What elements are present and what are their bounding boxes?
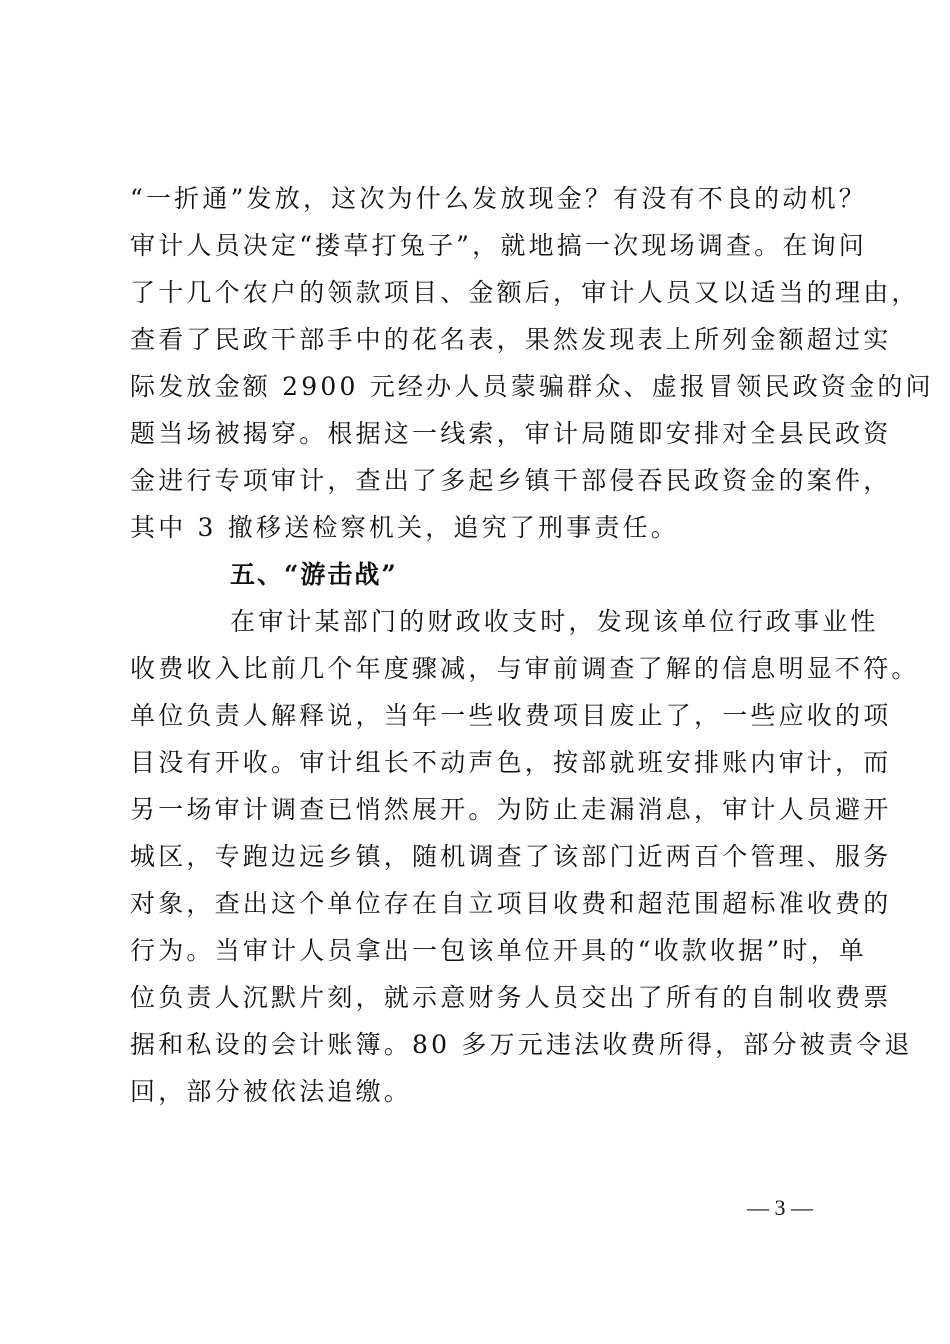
text-line: “一折通”发放，这次为什么发放现金？有没有不良的动机？	[130, 184, 867, 213]
text-line: 城区，专跑边远乡镇，随机调查了该部门近两百个管理、服务	[130, 842, 892, 871]
document-body	[130, 175, 934, 1115]
section-heading: 五、“游击战”	[230, 560, 398, 589]
text-line: 题当场被揭穿。根据这一线索，审计局随即安排对全县民政资	[130, 419, 892, 448]
text-line: 金进行专项审计，查出了多起乡镇干部侵吞民政资金的案件，	[130, 466, 892, 495]
text-line: 目没有开收。审计组长不动声色，按部就班安排账内审计，而	[130, 748, 892, 777]
text-line: 位负责人沉默片刻，就示意财务人员交出了所有的自制收费票	[130, 983, 892, 1012]
text-line: 查看了民政干部手中的花名表，果然发现表上所列金额超过实	[130, 325, 892, 354]
text-line: 另一场审计调查已悄然展开。为防止走漏消息，审计人员避开	[130, 795, 892, 824]
text-line: 其中 3 撤移送检察机关，追究了刑事责任。	[130, 513, 680, 542]
text-line: 在审计某部门的财政收支时，发现该单位行政事业性	[230, 607, 879, 636]
text-line: 单位负责人解释说，当年一些收费项目废止了，一些应收的项	[130, 701, 892, 730]
text-line: 回，部分被依法追缴。	[130, 1077, 413, 1106]
text-line: 际发放金额 2900 元经办人员蒙骗群众、虚报冒领民政资金的问	[130, 372, 934, 401]
text-line: 行为。当审计人员拿出一包该单位开具的“收款收据”时，单	[130, 936, 867, 965]
page-number: — 3 —	[747, 1195, 813, 1220]
text-line: 了十几个农户的领款项目、金额后，审计人员又以适当的理由，	[130, 278, 920, 307]
text-line: 审计人员决定“搂草打兔子”，就地搞一次现场调查。在询问	[130, 231, 867, 260]
text-line: 收费收入比前几个年度骤减，与审前调查了解的信息明显不符。	[130, 654, 920, 683]
text-line: 对象，查出这个单位存在自立项目收费和超范围超标准收费的	[130, 889, 892, 918]
text-line: 据和私设的会计账簿。80 多万元违法收费所得，部分被责令退	[130, 1030, 913, 1059]
